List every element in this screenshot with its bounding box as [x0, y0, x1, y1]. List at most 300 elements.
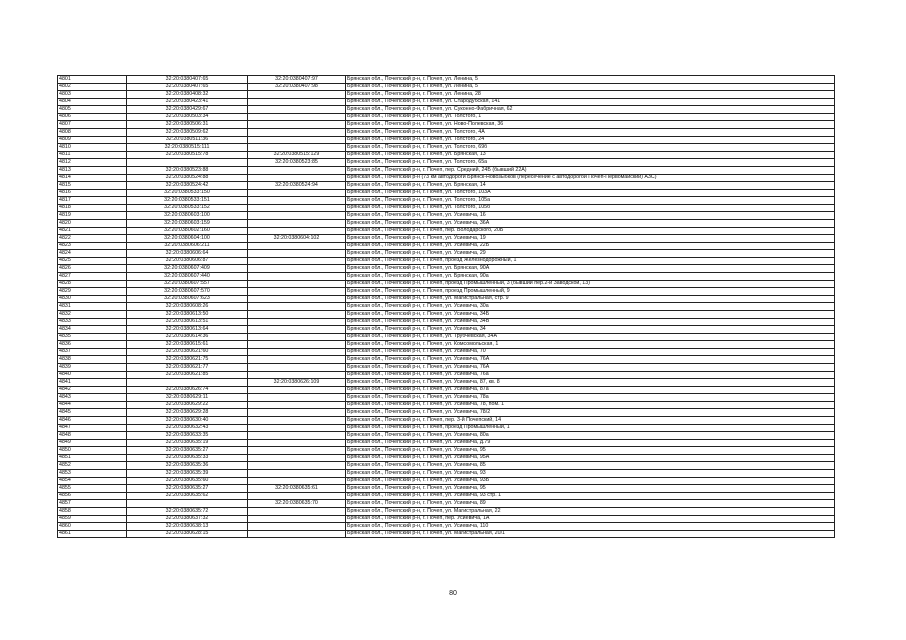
cadastral-number-2-cell: [248, 318, 346, 326]
address-cell: Брянская обл., Почепский р-н, г. Почеп, ул. Усиевича, 87а: [346, 386, 835, 394]
row-number-cell: 4828: [58, 280, 127, 288]
cadastral-number-2-cell: [248, 288, 346, 296]
address-cell: Брянская обл., Почепский р-н, г. Почеп, ул. Усиевича, 76а: [346, 371, 835, 379]
address-cell: Брянская обл., Почепский р-н, г. Почеп, пер. Усиевича, 1А: [346, 515, 835, 523]
cadastral-number-2-cell: [248, 409, 346, 417]
cadastral-number-cell: 32:20:0380638:13: [127, 523, 248, 531]
cadastral-number-2-cell: 32:20:0380407:98: [248, 83, 346, 91]
cadastral-number-cell: 32:20:0380607:623: [127, 295, 248, 303]
cadastral-number-2-cell: [248, 257, 346, 265]
cadastral-number-cell: 32:20:0380614:36: [127, 333, 248, 341]
cadastral-number-cell: 32:20:0380621:85: [127, 371, 248, 379]
table-row: [58, 447, 835, 455]
table-row: [58, 144, 835, 152]
cadastral-number-cell: 32:20:0380533:150: [127, 189, 248, 197]
cadastral-number-2-cell: [248, 250, 346, 258]
cadastral-number-2-cell: [248, 333, 346, 341]
cadastral-number-2-cell: [248, 394, 346, 402]
cadastral-number-cell: 32:20:0380503:34: [127, 113, 248, 121]
cadastral-number-2-cell: 32:20:0380635:61: [248, 485, 346, 493]
table-row: [58, 485, 835, 493]
table-row: [58, 477, 835, 485]
address-cell: Брянская обл., Почепский р-н, г. Почеп, ул. Усиевича, д.79: [346, 439, 835, 447]
cadastral-number-2-cell: [248, 189, 346, 197]
address-cell: Брянская обл., Почепский р-н, г. Почеп, ул. Брянская, 90а: [346, 273, 835, 281]
cadastral-number-cell: 32:20:0380628:15: [127, 530, 248, 538]
cadastral-number-cell: 32:20:0380607:570: [127, 288, 248, 296]
row-number-cell: 4829: [58, 288, 127, 296]
cadastral-number-2-cell: [248, 144, 346, 152]
cadastral-number-cell: 32:20:0380608:26: [127, 303, 248, 311]
address-cell: Брянская обл., Почепский р-н, г. Почеп, пер. Средний, 24Б (бывший 22А): [346, 166, 835, 174]
row-number-cell: 4857: [58, 500, 127, 508]
cadastral-number-2-cell: [248, 439, 346, 447]
cadastral-number-cell: 32:20:0380523:88: [127, 166, 248, 174]
cadastral-number-cell: 32:20:0380604:100: [127, 235, 248, 243]
address-cell: Брянская обл., Почепский р-н, г. Почеп, ул. Усиевича, 34: [346, 326, 835, 334]
address-cell: Брянская обл., Почепский р-н, г. Почеп, ул. Усиевича, 36А: [346, 219, 835, 227]
table-row: [58, 515, 835, 523]
cadastral-number-2-cell: [248, 530, 346, 538]
table-row: [58, 424, 835, 432]
row-number-cell: 4832: [58, 310, 127, 318]
table-row: [58, 500, 835, 508]
table-row: [58, 76, 835, 84]
cadastral-number-2-cell: [248, 280, 346, 288]
cadastral-number-cell: 32:20:0380621:60: [127, 348, 248, 356]
row-number-cell: 4837: [58, 348, 127, 356]
row-number-cell: 4817: [58, 197, 127, 205]
cadastral-number-2-cell: [248, 363, 346, 371]
address-cell: Брянская обл., Почепский р-н, г. Почеп, ул. Усиевича, 93 стр. 1: [346, 492, 835, 500]
table-row: [58, 83, 835, 91]
address-cell: Брянская обл., Почепский р-н, г. Почеп, проезд Промышленный, 1: [346, 424, 835, 432]
row-number-cell: 4850: [58, 447, 127, 455]
table-row: [58, 417, 835, 425]
address-cell: Брянская обл., Почепский р-н, г. Почеп, ул. Усиевича, 30а: [346, 303, 835, 311]
table-row: [58, 174, 835, 182]
table-row: [58, 235, 835, 243]
row-number-cell: 4842: [58, 386, 127, 394]
address-cell: Брянская обл., Почепский р-н, г. Почеп, пер. Володарского, 20Б: [346, 227, 835, 235]
cadastral-number-2-cell: [248, 227, 346, 235]
table-row: [58, 182, 835, 190]
row-number-cell: 4811: [58, 151, 127, 159]
address-cell: Брянская обл., Почепский р-н, г. Почеп, ул. Магистральная, стр. 9: [346, 295, 835, 303]
address-cell: Брянская обл., Почепский р-н, г. Почеп, ул. Усиевича, 34В: [346, 318, 835, 326]
table-row: [58, 470, 835, 478]
table-row: [58, 212, 835, 220]
cadastral-number-2-cell: [248, 477, 346, 485]
row-number-cell: 4855: [58, 485, 127, 493]
address-cell: Брянская обл., Почепский р-н, г. Почеп, ул. Толстого, 105а: [346, 197, 835, 205]
row-number-cell: 4844: [58, 401, 127, 409]
address-cell: Брянская обл., Почепский р-н, г. Почеп, ул. Ленина, 5: [346, 83, 835, 91]
row-number-cell: 4853: [58, 470, 127, 478]
row-number-cell: 4807: [58, 121, 127, 129]
row-number-cell: 4808: [58, 129, 127, 137]
cadastral-number-cell: 32:20:0380603:159: [127, 219, 248, 227]
cadastral-number-2-cell: [248, 492, 346, 500]
cadastral-number-cell: 32:20:0380423:41: [127, 98, 248, 106]
row-number-cell: 4813: [58, 166, 127, 174]
table-row: [58, 394, 835, 402]
row-number-cell: 4819: [58, 212, 127, 220]
row-number-cell: 4845: [58, 409, 127, 417]
cadastral-number-2-cell: [248, 454, 346, 462]
cadastral-number-2-cell: [248, 129, 346, 137]
row-number-cell: 4805: [58, 106, 127, 114]
address-cell: Брянская обл., Почепский р-н, г. Почеп, ул. Усиевича, 110: [346, 523, 835, 531]
table-row: [58, 310, 835, 318]
cadastral-number-cell: 32:20:0380511:36: [127, 136, 248, 144]
address-cell: Брянская обл., Почепский р-н, г. Почеп, ул. Толстого, 4А: [346, 129, 835, 137]
address-cell: Брянская обл., Почепский р-н, г. Почеп, ул. Усиевича, 78, пом. 1: [346, 401, 835, 409]
cadastral-number-cell: 32:20:0380635:27: [127, 447, 248, 455]
cadastral-number-cell: 32:20:0380629:22: [127, 401, 248, 409]
table-row: [58, 303, 835, 311]
row-number-cell: 4851: [58, 454, 127, 462]
row-number-cell: 4822: [58, 235, 127, 243]
cadastral-number-cell: 32:20:0380635:39: [127, 470, 248, 478]
address-cell: Брянская обл., Почепский р-н, г. Почеп, ул. Усиевича, 78/2: [346, 409, 835, 417]
row-number-cell: 4834: [58, 326, 127, 334]
cadastral-number-2-cell: 32:20:0380626:109: [248, 379, 346, 387]
table-row: [58, 219, 835, 227]
cadastral-number-cell: 32:20:0380615:61: [127, 341, 248, 349]
table-row: [58, 189, 835, 197]
cadastral-number-cell: 32:20:0380606:64: [127, 250, 248, 258]
cadastral-number-2-cell: 32:20:0380407:97: [248, 76, 346, 84]
address-cell: Брянская обл., Почепский р-н, г. Почеп, ул. Толстого, 103А: [346, 189, 835, 197]
row-number-cell: 4846: [58, 417, 127, 425]
cadastral-number-cell: 32:20:0380635:27: [127, 485, 248, 493]
address-cell: Брянская обл., Почепский р-н, г. Почеп, ул. Усиевича, 93Б: [346, 477, 835, 485]
table-row: [58, 242, 835, 250]
cadastral-number-2-cell: 32:20:0380635:70: [248, 500, 346, 508]
row-number-cell: 4860: [58, 523, 127, 531]
address-cell: Брянская обл., Почепский р-н, г. Почеп, ул. Брянская, 14: [346, 182, 835, 190]
address-cell: Брянская обл., Почепский р-н, г. Почеп, ул. Ленина, 5: [346, 76, 835, 84]
cadastral-number-2-cell: [248, 386, 346, 394]
cadastral-number-cell: [127, 379, 248, 387]
address-cell: Брянская обл., Почепский р-н, г. Почеп, проезд Промышленный, 3 (бывший пер.2-й Заводской, 13): [346, 280, 835, 288]
cadastral-number-cell: 32:20:0380635:33: [127, 454, 248, 462]
table-row: [58, 295, 835, 303]
table-row: [58, 280, 835, 288]
table-row: [58, 432, 835, 440]
table-row: [58, 333, 835, 341]
cadastral-number-cell: 32:20:0380506:31: [127, 121, 248, 129]
table-row: [58, 91, 835, 99]
cadastral-number-2-cell: 32:20:0380523:85: [248, 159, 346, 167]
row-number-cell: 4826: [58, 265, 127, 273]
row-number-cell: 4840: [58, 371, 127, 379]
address-cell: Брянская обл., Почепский р-н, г. Почеп, ул. Усиевича, 76А: [346, 363, 835, 371]
cadastral-number-2-cell: [248, 212, 346, 220]
address-cell: Брянская обл., Почепский р-н, г. Почеп, ул. Усиевича, 95А: [346, 454, 835, 462]
cadastral-number-2-cell: [248, 219, 346, 227]
row-number-cell: 4818: [58, 204, 127, 212]
address-cell: Брянская обл., Почепский р-н, г. Почеп, ул. Усиевича, 95: [346, 485, 835, 493]
table-row: [58, 401, 835, 409]
registry-table-body: [58, 76, 835, 538]
row-number-cell: 4814: [58, 174, 127, 182]
row-number-cell: 4852: [58, 462, 127, 470]
cadastral-number-cell: 32:20:0380524:88: [127, 174, 248, 182]
table-row: [58, 136, 835, 144]
registry-table: [57, 75, 835, 538]
address-cell: Брянская обл., Почепский р-н, г. Почеп, проезд Железнодорожный, 1: [346, 257, 835, 265]
address-cell: Брянская обл., Почепский р-н, г. Почеп, ул. Толстого, 65а: [346, 159, 835, 167]
table-row: [58, 197, 835, 205]
cadastral-number-cell: 32:20:0380629:11: [127, 394, 248, 402]
row-number-cell: 4815: [58, 182, 127, 190]
cadastral-number-cell: 32:20:0380621:77: [127, 363, 248, 371]
cadastral-number-cell: 32:20:0380603:100: [127, 212, 248, 220]
address-cell: Брянская обл., Почепский р-н, г. Почеп, ул. Брянская, 90А: [346, 265, 835, 273]
cadastral-number-cell: 32:20:0380607:440: [127, 273, 248, 281]
address-cell: Брянская обл., Почепский р-н, г. Почеп, ул. Усиевича, 29: [346, 250, 835, 258]
address-cell: Брянская обл., Почепский р-н, г. Почеп, пер. 3-й Почепский, 14: [346, 417, 835, 425]
cadastral-number-cell: 32:20:0380607:409: [127, 265, 248, 273]
address-cell: Брянская обл., Почепский р-н, г. Почеп, ул. Брянская, 13: [346, 151, 835, 159]
row-number-cell: 4843: [58, 394, 127, 402]
table-row: [58, 348, 835, 356]
cadastral-number-2-cell: [248, 470, 346, 478]
row-number-cell: 4801: [58, 76, 127, 84]
table-row: [58, 121, 835, 129]
cadastral-number-cell: 32:20:0380635:72: [127, 507, 248, 515]
table-row: [58, 523, 835, 531]
table-row: [58, 257, 835, 265]
cadastral-number-cell: 32:20:0380606:211: [127, 242, 248, 250]
address-cell: Брянская обл., Почепский р-н, г. Почеп, ул. Усиевича, 16: [346, 212, 835, 220]
address-cell: Брянская обл., Почепский р-н, г. Почеп, ул. Усиевича, 80а: [346, 432, 835, 440]
row-number-cell: 4833: [58, 318, 127, 326]
table-row: [58, 386, 835, 394]
cadastral-number-2-cell: [248, 303, 346, 311]
cadastral-number-cell: 32:20:0380606:87: [127, 257, 248, 265]
cadastral-number-2-cell: [248, 91, 346, 99]
cadastral-number-2-cell: [248, 447, 346, 455]
table-row: [58, 363, 835, 371]
address-cell: Брянская обл., Почепский р-н, г. Почеп, ул. Усиевича, 19: [346, 235, 835, 243]
table-row: [58, 356, 835, 364]
cadastral-number-2-cell: [248, 371, 346, 379]
address-cell: Брянская обл., Почепский р-н, г. Почеп, ул. Толстого, 1: [346, 113, 835, 121]
table-row: [58, 326, 835, 334]
cadastral-number-2-cell: [248, 401, 346, 409]
table-row: [58, 288, 835, 296]
address-cell: Брянская обл., Почепский р-н, г. Почеп, ул. Ново-Полевская, 36: [346, 121, 835, 129]
address-cell: Брянская обл., Почепский р-н, г. Почеп, проезд Промышленный, 9: [346, 288, 835, 296]
address-cell: Брянская обл., Почепский р-н, г. Почеп, ул. Магистральная, 22: [346, 507, 835, 515]
cadastral-number-cell: 32:20:0380509:62: [127, 129, 248, 137]
row-number-cell: 4854: [58, 477, 127, 485]
cadastral-number-2-cell: [248, 424, 346, 432]
row-number-cell: 4821: [58, 227, 127, 235]
cadastral-number-cell: 32:20:0380524:42: [127, 182, 248, 190]
address-cell: Брянская обл., Почепский р-н, г. Почеп, ул. Усиевича, 87, кв. 8: [346, 379, 835, 387]
cadastral-number-cell: 32:20:0380408:32: [127, 91, 248, 99]
cadastral-number-cell: 32:20:0380533:152: [127, 204, 248, 212]
page-number: 80: [449, 590, 457, 597]
cadastral-number-cell: 32:20:0380429:67: [127, 106, 248, 114]
cadastral-number-2-cell: [248, 523, 346, 531]
table-row: [58, 439, 835, 447]
row-number-cell: 4802: [58, 83, 127, 91]
cadastral-number-cell: 32:20:0380635:60: [127, 477, 248, 485]
table-row: [58, 106, 835, 114]
address-cell: Брянская обл., Почепский р-н, г. Почеп, ул. Трубчевская, 34А: [346, 333, 835, 341]
address-cell: Брянская обл., Почепский р-н, г. Почеп, ул. Стародубская, 141: [346, 98, 835, 106]
row-number-cell: 4836: [58, 341, 127, 349]
cadastral-number-2-cell: [248, 98, 346, 106]
table-row: [58, 250, 835, 258]
address-cell: Брянская обл., Почепский р-н, г. Почеп, ул. Ленина, 28: [346, 91, 835, 99]
row-number-cell: 4838: [58, 356, 127, 364]
table-row: [58, 204, 835, 212]
cadastral-number-cell: 32:20:0380533:151: [127, 197, 248, 205]
table-row: [58, 265, 835, 273]
address-cell: Брянская обл., Почепский р-н, г. Почеп, ул. Усиевича, 85: [346, 462, 835, 470]
cadastral-number-2-cell: [248, 121, 346, 129]
row-number-cell: 4803: [58, 91, 127, 99]
cadastral-number-2-cell: [248, 197, 346, 205]
row-number-cell: 4849: [58, 439, 127, 447]
row-number-cell: 4827: [58, 273, 127, 281]
row-number-cell: 4809: [58, 136, 127, 144]
cadastral-number-2-cell: [248, 417, 346, 425]
cadastral-number-2-cell: [248, 166, 346, 174]
row-number-cell: 4839: [58, 363, 127, 371]
address-cell: Брянская обл., Почепский р-н, г. Почеп, ул. Суконно-Фабричная, 62: [346, 106, 835, 114]
address-cell: Брянская обл., Почепский р-н, г. Почеп, ул. Толстого, 69б: [346, 144, 835, 152]
cadastral-number-2-cell: 32:20:0380604:102: [248, 235, 346, 243]
cadastral-number-cell: 32:20:0380632:43: [127, 424, 248, 432]
address-cell: Брянская обл., Почепский р-н, г. Почеп, ул. Усиевича, 95: [346, 447, 835, 455]
table-row: [58, 273, 835, 281]
address-cell: Брянская обл., Почепский р-н (73 км автодороги Брянск-Новозыбков (пересечение с автодорогой Почеп-Первомайский) АЗС): [346, 174, 835, 182]
cadastral-number-cell: 32:20:0380407:65: [127, 83, 248, 91]
cadastral-number-cell: 32:20:0380607:557: [127, 280, 248, 288]
cadastral-number-2-cell: [248, 174, 346, 182]
table-row: [58, 113, 835, 121]
cadastral-number-2-cell: [248, 326, 346, 334]
cadastral-number-cell: 32:20:0380626:74: [127, 386, 248, 394]
address-cell: Брянская обл., Почепский р-н, г. Почеп, ул. Усиевича, 70: [346, 348, 835, 356]
row-number-cell: 4810: [58, 144, 127, 152]
table-row: [58, 454, 835, 462]
cadastral-number-cell: 32:20:0380635:36: [127, 462, 248, 470]
cadastral-number-2-cell: [248, 507, 346, 515]
address-cell: Брянская обл., Почепский р-н, г. Почеп, ул. Усиевича, 34Б: [346, 310, 835, 318]
row-number-cell: 4823: [58, 242, 127, 250]
row-number-cell: 4861: [58, 530, 127, 538]
row-number-cell: 4847: [58, 424, 127, 432]
cadastral-number-cell: 32:20:0380613:50: [127, 310, 248, 318]
table-row: [58, 227, 835, 235]
cadastral-number-2-cell: [248, 310, 346, 318]
table-row: [58, 507, 835, 515]
row-number-cell: 4804: [58, 98, 127, 106]
cadastral-number-cell: 32:20:0380515:111: [127, 144, 248, 152]
row-number-cell: 4841: [58, 379, 127, 387]
table-row: [58, 492, 835, 500]
address-cell: Брянская обл., Почепский р-н, г. Почеп, ул. Толстого, 24: [346, 136, 835, 144]
cadastral-number-2-cell: 32:20:0380515:129: [248, 151, 346, 159]
address-cell: Брянская обл., Почепский р-н, г. Почеп, ул. Магистральная, 20/1: [346, 530, 835, 538]
cadastral-number-cell: 32:20:0380635:19: [127, 439, 248, 447]
table-row: [58, 166, 835, 174]
table-row: [58, 159, 835, 167]
cadastral-number-2-cell: [248, 348, 346, 356]
table-row: [58, 151, 835, 159]
cadastral-number-2-cell: [248, 356, 346, 364]
table-row: [58, 98, 835, 106]
row-number-cell: 4848: [58, 432, 127, 440]
row-number-cell: 4816: [58, 189, 127, 197]
table-row: [58, 379, 835, 387]
table-row: [58, 462, 835, 470]
cadastral-number-cell: 32:20:0380637:32: [127, 515, 248, 523]
table-row: [58, 530, 835, 538]
address-cell: Брянская обл., Почепский р-н, г. Почеп, ул. Комсомольская, 1: [346, 341, 835, 349]
address-cell: Брянская обл., Почепский р-н, г. Почеп, ул. Усиевича, 22Б: [346, 242, 835, 250]
cadastral-number-cell: 32:20:0380635:62: [127, 492, 248, 500]
row-number-cell: 4812: [58, 159, 127, 167]
row-number-cell: 4820: [58, 219, 127, 227]
row-number-cell: 4856: [58, 492, 127, 500]
cadastral-number-2-cell: [248, 295, 346, 303]
cadastral-number-cell: 32:20:0380613:64: [127, 326, 248, 334]
cadastral-number-cell: 32:20:0380629:28: [127, 409, 248, 417]
cadastral-number-cell: 32:20:0380621:75: [127, 356, 248, 364]
cadastral-number-2-cell: [248, 136, 346, 144]
cadastral-number-2-cell: 32:20:0380524:94: [248, 182, 346, 190]
cadastral-number-2-cell: [248, 204, 346, 212]
cadastral-number-2-cell: [248, 113, 346, 121]
table-row: [58, 409, 835, 417]
cadastral-number-cell: 32:20:0380602:160: [127, 227, 248, 235]
cadastral-number-2-cell: [248, 515, 346, 523]
address-cell: Брянская обл., Почепский р-н, г. Почеп, ул. Усиевича, 93: [346, 470, 835, 478]
cadastral-number-cell: 32:20:0380613:51: [127, 318, 248, 326]
row-number-cell: 4830: [58, 295, 127, 303]
row-number-cell: 4859: [58, 515, 127, 523]
cadastral-number-cell: 32:20:0380407:65: [127, 76, 248, 84]
row-number-cell: 4824: [58, 250, 127, 258]
cadastral-number-cell: [127, 500, 248, 508]
row-number-cell: 4831: [58, 303, 127, 311]
cadastral-number-2-cell: [248, 341, 346, 349]
row-number-cell: 4825: [58, 257, 127, 265]
cadastral-number-2-cell: [248, 273, 346, 281]
cadastral-number-2-cell: [248, 265, 346, 273]
cadastral-number-cell: 32:20:0380633:35: [127, 432, 248, 440]
table-row: [58, 129, 835, 137]
row-number-cell: 4835: [58, 333, 127, 341]
row-number-cell: 4858: [58, 507, 127, 515]
cadastral-number-cell: 32:20:0380630:40: [127, 417, 248, 425]
cadastral-number-cell: [127, 159, 248, 167]
address-cell: Брянская обл., Почепский р-н, г. Почеп, ул. Усиевича, 76А: [346, 356, 835, 364]
cadastral-number-cell: 32:20:0380515:78: [127, 151, 248, 159]
cadastral-number-2-cell: [248, 242, 346, 250]
address-cell: Брянская обл., Почепский р-н, г. Почеп, ул. Усиевича, 89: [346, 500, 835, 508]
table-row: [58, 371, 835, 379]
